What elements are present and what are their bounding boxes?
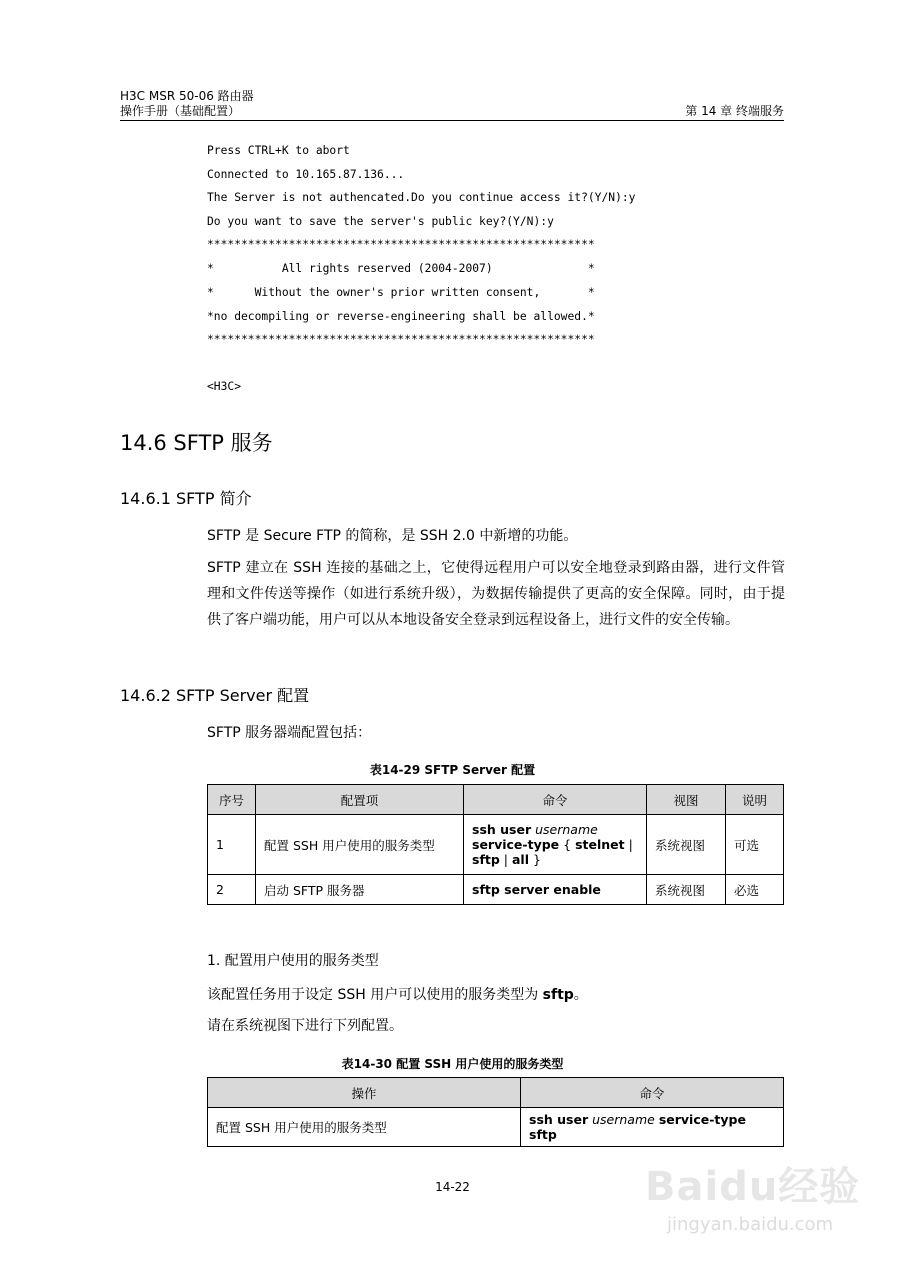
- table-cell: 可选: [726, 815, 784, 875]
- config-table: [207, 784, 784, 905]
- code-line: *********************************************************: [207, 333, 595, 346]
- table-header: 序号: [208, 785, 256, 815]
- paragraph: 该配置任务用于设定 SSH 用户可以使用的服务类型为 sftp。: [207, 987, 588, 1003]
- step-title: 1. 配置用户使用的服务类型: [207, 953, 379, 969]
- code-line: *********************************************************: [207, 238, 595, 251]
- table-cell: 启动 SFTP 服务器: [256, 875, 464, 905]
- table-header: 配置项: [256, 785, 464, 815]
- table-cell: 配置 SSH 用户使用的服务类型: [208, 1108, 521, 1147]
- table-cell: 系统视图: [647, 815, 726, 875]
- service-type-table: [207, 1077, 784, 1147]
- code-line: * Without the owner's prior written consent, *: [207, 286, 595, 299]
- command-cell: sftp server enable: [464, 875, 647, 905]
- paragraph: SFTP 建立在 SSH 连接的基础之上，它使得远程用户可以安全地登录到路由器，进行文件管理和文件传送等操作（如进行系统升级），为数据传输提供了更高的安全保障。同时，由于提供了客户端功能，用户可以从本地设备安全登录到远程设备上，进行文件的安全传输。: [207, 560, 785, 628]
- table-row: [208, 815, 784, 875]
- table-header: 命令: [521, 1078, 784, 1108]
- page-number: 14-22: [435, 1180, 470, 1194]
- code-line: <H3C>: [207, 380, 242, 393]
- header-manual: 操作手册（基础配置）: [120, 104, 241, 118]
- table-header: 视图: [647, 785, 726, 815]
- code-line: * All rights reserved (2004-2007) *: [207, 262, 595, 275]
- table-header: 命令: [464, 785, 647, 815]
- section-title: 14.6 SFTP 服务: [120, 431, 273, 455]
- command-cell: ssh user username service-type { stelnet | sftp | all }: [464, 815, 647, 875]
- command-cell: ssh user username service-type sftp: [521, 1108, 784, 1147]
- table-caption: 表14-30 配置 SSH 用户使用的服务类型: [341, 1057, 564, 1071]
- header-rule: [120, 120, 784, 121]
- subsection-title: 14.6.2 SFTP Server 配置: [120, 686, 310, 705]
- code-line: *no decompiling or reverse-engineering shall be allowed.*: [207, 310, 595, 323]
- header-product: H3C MSR 50-06 路由器: [120, 89, 254, 103]
- watermark-url: jingyan.baidu.com: [667, 1214, 834, 1235]
- table-cell: 配置 SSH 用户使用的服务类型: [256, 815, 464, 875]
- paragraph: 请在系统视图下进行下列配置。: [207, 1018, 403, 1034]
- table-cell: 系统视图: [647, 875, 726, 905]
- code-line: Connected to 10.165.87.136...: [207, 168, 405, 181]
- watermark-logo: Baidu经验: [645, 1164, 861, 1210]
- table-header: 说明: [726, 785, 784, 815]
- table-header: 操作: [208, 1078, 521, 1108]
- paragraph: SFTP 服务器端配置包括：: [207, 725, 372, 741]
- table-row: [208, 1108, 784, 1147]
- paragraph: SFTP 是 Secure FTP 的简称，是 SSH 2.0 中新增的功能。: [207, 528, 578, 544]
- table-cell: 必选: [726, 875, 784, 905]
- table-caption: 表14-29 SFTP Server 配置: [369, 763, 536, 777]
- header-chapter: 第 14 章 终端服务: [685, 104, 784, 118]
- table-cell: 1: [208, 815, 256, 875]
- code-line: Do you want to save the server's public key?(Y/N):y: [207, 215, 554, 228]
- code-line: The Server is not authencated.Do you continue access it?(Y/N):y: [207, 191, 636, 204]
- subsection-title: 14.6.1 SFTP 简介: [120, 489, 252, 508]
- code-line: Press CTRL+K to abort: [207, 144, 350, 157]
- table-cell: 2: [208, 875, 256, 905]
- table-row: [208, 875, 784, 905]
